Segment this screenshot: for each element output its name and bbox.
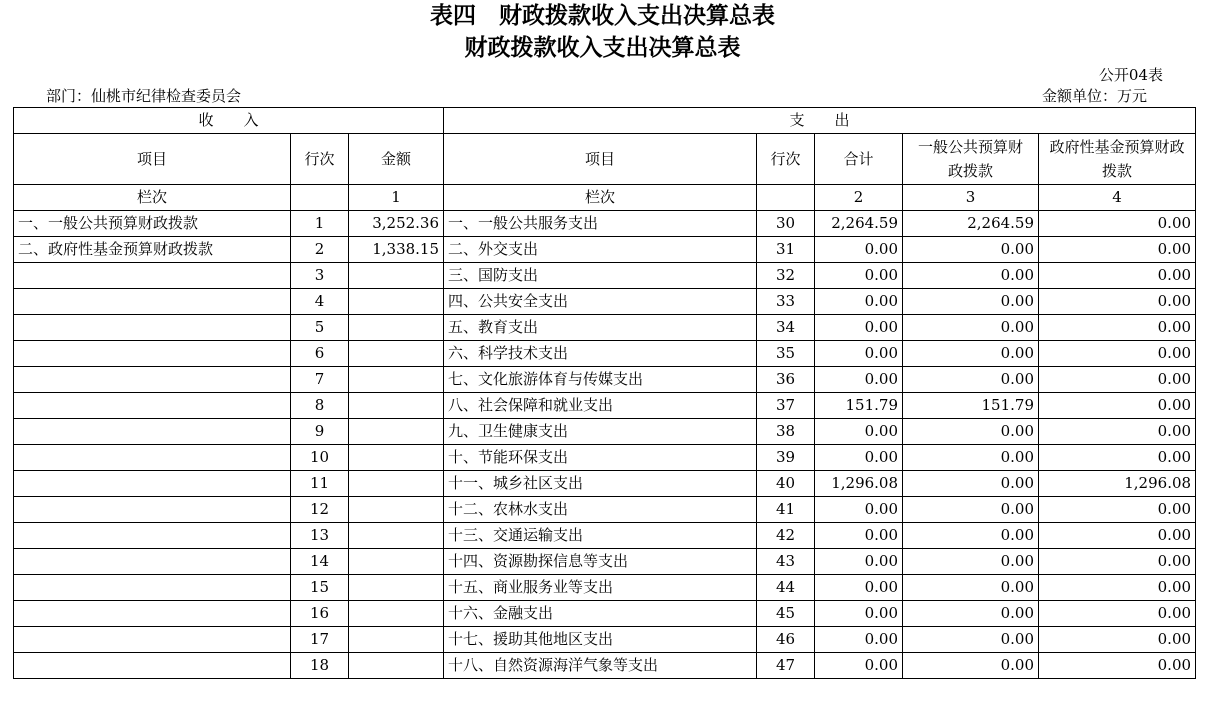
income-amount-cell xyxy=(349,289,444,315)
income-row-no-cell: 7 xyxy=(291,367,349,393)
total-cell: 2,264.59 xyxy=(815,211,903,237)
expense-item-cell: 八、社会保障和就业支出 xyxy=(444,393,757,419)
expense-row-no-cell: 38 xyxy=(757,419,815,445)
total-cell: 0.00 xyxy=(815,237,903,263)
total-cell: 0.00 xyxy=(815,341,903,367)
expense-item-cell: 四、公共安全支出 xyxy=(444,289,757,315)
table-row xyxy=(14,471,1196,497)
income-item-cell xyxy=(14,341,291,367)
total-cell: 0.00 xyxy=(815,575,903,601)
income-item-header: 项目 xyxy=(14,134,291,185)
expense-row-no-cell: 34 xyxy=(757,315,815,341)
expense-item-cell: 十、节能环保支出 xyxy=(444,445,757,471)
expense-row-no-cell: 32 xyxy=(757,263,815,289)
income-row-no-cell: 13 xyxy=(291,523,349,549)
income-item-cell xyxy=(14,523,291,549)
expense-item-cell: 七、文化旅游体育与传媒支出 xyxy=(444,367,757,393)
income-row-no-cell: 17 xyxy=(291,627,349,653)
income-item-cell xyxy=(14,575,291,601)
general-budget-cell: 2,264.59 xyxy=(903,211,1039,237)
expense-row-no-cell: 31 xyxy=(757,237,815,263)
gov-fund-cell: 0.00 xyxy=(1039,211,1196,237)
total-cell: 0.00 xyxy=(815,289,903,315)
income-amount-cell xyxy=(349,549,444,575)
expense-row-no-cell: 39 xyxy=(757,445,815,471)
income-amount-cell: 3,252.36 xyxy=(349,211,444,237)
income-row-no-cell: 3 xyxy=(291,263,349,289)
expense-row-no-cell: 40 xyxy=(757,471,815,497)
general-budget-cell: 0.00 xyxy=(903,575,1039,601)
table-row xyxy=(14,367,1196,393)
expense-row-no-header: 行次 xyxy=(757,134,815,185)
income-row-no-cell: 10 xyxy=(291,445,349,471)
gov-fund-cell: 0.00 xyxy=(1039,367,1196,393)
income-row-no-cell: 9 xyxy=(291,419,349,445)
income-amount-cell xyxy=(349,627,444,653)
income-item-cell: 二、政府性基金预算财政拨款 xyxy=(14,237,291,263)
table-row xyxy=(14,445,1196,471)
table-row xyxy=(14,575,1196,601)
gov-fund-cell: 0.00 xyxy=(1039,627,1196,653)
table-row xyxy=(14,419,1196,445)
expense-item-cell: 一、一般公共服务支出 xyxy=(444,211,757,237)
expense-item-cell: 十四、资源勘探信息等支出 xyxy=(444,549,757,575)
income-row-no-cell: 1 xyxy=(291,211,349,237)
expense-item-cell: 十六、金融支出 xyxy=(444,601,757,627)
expense-item-cell: 十八、自然资源海洋气象等支出 xyxy=(444,653,757,679)
gov-fund-cell: 0.00 xyxy=(1039,419,1196,445)
income-item-cell xyxy=(14,471,291,497)
department-label: 部门：仙桃市纪律检查委员会 xyxy=(46,87,242,105)
column-number-2: 2 xyxy=(815,185,903,211)
income-item-cell xyxy=(14,393,291,419)
income-row-no-cell: 11 xyxy=(291,471,349,497)
total-cell: 0.00 xyxy=(815,419,903,445)
income-item-cell xyxy=(14,627,291,653)
income-row-no-cell: 8 xyxy=(291,393,349,419)
general-budget-cell: 0.00 xyxy=(903,601,1039,627)
total-cell: 0.00 xyxy=(815,315,903,341)
table-row xyxy=(14,549,1196,575)
income-row-no-cell: 5 xyxy=(291,315,349,341)
income-amount-cell xyxy=(349,263,444,289)
income-group-header: 收 入 xyxy=(14,108,444,134)
income-amount-cell xyxy=(349,341,444,367)
general-budget-cell: 0.00 xyxy=(903,263,1039,289)
gov-fund-cell: 0.00 xyxy=(1039,445,1196,471)
form-number: 公开04表 xyxy=(1098,66,1163,84)
expense-item-cell: 五、教育支出 xyxy=(444,315,757,341)
amount-unit-label: 金额单位：万元 xyxy=(1041,87,1147,105)
table-row xyxy=(14,497,1196,523)
income-row-no-cell: 18 xyxy=(291,653,349,679)
expense-row-no-cell: 43 xyxy=(757,549,815,575)
total-cell: 0.00 xyxy=(815,653,903,679)
income-amount-cell xyxy=(349,523,444,549)
income-amount-cell xyxy=(349,393,444,419)
total-cell: 0.00 xyxy=(815,445,903,471)
expense-group-header: 支 出 xyxy=(444,108,1196,134)
general-budget-cell: 0.00 xyxy=(903,523,1039,549)
expense-item-cell: 十一、城乡社区支出 xyxy=(444,471,757,497)
total-cell: 0.00 xyxy=(815,627,903,653)
income-amount-cell xyxy=(349,315,444,341)
total-cell: 151.79 xyxy=(815,393,903,419)
expense-item-cell: 十二、农林水支出 xyxy=(444,497,757,523)
general-budget-cell: 0.00 xyxy=(903,549,1039,575)
income-amount-header: 金额 xyxy=(349,134,444,185)
income-item-cell xyxy=(14,419,291,445)
general-budget-cell: 0.00 xyxy=(903,289,1039,315)
gov-fund-cell: 0.00 xyxy=(1039,393,1196,419)
income-amount-cell: 1,338.15 xyxy=(349,237,444,263)
income-amount-cell xyxy=(349,601,444,627)
gov-fund-cell: 0.00 xyxy=(1039,601,1196,627)
gov-fund-cell: 0.00 xyxy=(1039,341,1196,367)
general-budget-cell: 0.00 xyxy=(903,653,1039,679)
total-cell: 0.00 xyxy=(815,263,903,289)
expense-item-header: 项目 xyxy=(444,134,757,185)
column-label-left: 栏次 xyxy=(14,185,291,211)
income-item-cell: 一、一般公共预算财政拨款 xyxy=(14,211,291,237)
page-title: 表四 财政拨款收入支出决算总表 xyxy=(430,3,775,29)
income-amount-cell xyxy=(349,653,444,679)
general-budget-cell: 0.00 xyxy=(903,445,1039,471)
expense-row-no-cell: 47 xyxy=(757,653,815,679)
gov-fund-cell: 1,296.08 xyxy=(1039,471,1196,497)
general-budget-cell: 0.00 xyxy=(903,315,1039,341)
column-number-3: 3 xyxy=(903,185,1039,211)
expense-item-cell: 十五、商业服务业等支出 xyxy=(444,575,757,601)
expense-row-no-cell: 36 xyxy=(757,367,815,393)
total-cell: 0.00 xyxy=(815,549,903,575)
income-row-no-cell: 14 xyxy=(291,549,349,575)
column-blank xyxy=(291,185,349,211)
income-amount-cell xyxy=(349,445,444,471)
column-number-4: 4 xyxy=(1039,185,1196,211)
table-row xyxy=(14,341,1196,367)
income-item-cell xyxy=(14,549,291,575)
expense-item-cell: 十三、交通运输支出 xyxy=(444,523,757,549)
column-number-1: 1 xyxy=(349,185,444,211)
expense-row-no-cell: 46 xyxy=(757,627,815,653)
gov-fund-header: 政府性基金预算财政拨款 xyxy=(1039,134,1196,185)
expense-row-no-cell: 41 xyxy=(757,497,815,523)
gov-fund-cell: 0.00 xyxy=(1039,315,1196,341)
gov-fund-cell: 0.00 xyxy=(1039,237,1196,263)
expense-item-cell: 十七、援助其他地区支出 xyxy=(444,627,757,653)
gov-fund-cell: 0.00 xyxy=(1039,263,1196,289)
table-row xyxy=(14,263,1196,289)
total-cell: 0.00 xyxy=(815,367,903,393)
expense-item-cell: 九、卫生健康支出 xyxy=(444,419,757,445)
income-item-cell xyxy=(14,497,291,523)
income-row-no-cell: 15 xyxy=(291,575,349,601)
income-item-cell xyxy=(14,263,291,289)
table-subtitle: 财政拨款收入支出决算总表 xyxy=(464,35,741,61)
table-row xyxy=(14,237,1196,263)
gov-fund-cell: 0.00 xyxy=(1039,289,1196,315)
expense-row-no-cell: 30 xyxy=(757,211,815,237)
total-header: 合计 xyxy=(815,134,903,185)
income-item-cell xyxy=(14,367,291,393)
expense-row-no-cell: 37 xyxy=(757,393,815,419)
table-row xyxy=(14,289,1196,315)
income-item-cell xyxy=(14,653,291,679)
general-budget-cell: 0.00 xyxy=(903,341,1039,367)
income-amount-cell xyxy=(349,367,444,393)
income-row-no-cell: 6 xyxy=(291,341,349,367)
budget-table xyxy=(13,107,1196,679)
general-budget-cell: 0.00 xyxy=(903,627,1039,653)
general-budget-cell: 0.00 xyxy=(903,419,1039,445)
table-row xyxy=(14,393,1196,419)
income-row-no-cell: 16 xyxy=(291,601,349,627)
table-row xyxy=(14,627,1196,653)
gov-fund-cell: 0.00 xyxy=(1039,653,1196,679)
income-item-cell xyxy=(14,601,291,627)
gov-fund-cell: 0.00 xyxy=(1039,523,1196,549)
gov-fund-cell: 0.00 xyxy=(1039,575,1196,601)
general-budget-cell: 0.00 xyxy=(903,497,1039,523)
total-cell: 0.00 xyxy=(815,601,903,627)
total-cell: 0.00 xyxy=(815,497,903,523)
expense-row-no-cell: 45 xyxy=(757,601,815,627)
income-item-cell xyxy=(14,445,291,471)
column-label-right: 栏次 xyxy=(444,185,757,211)
expense-row-no-cell: 33 xyxy=(757,289,815,315)
table-row xyxy=(14,653,1196,679)
expense-item-cell: 二、外交支出 xyxy=(444,237,757,263)
table-row xyxy=(14,601,1196,627)
income-row-no-cell: 4 xyxy=(291,289,349,315)
income-amount-cell xyxy=(349,471,444,497)
table-row xyxy=(14,211,1196,237)
expense-row-no-cell: 42 xyxy=(757,523,815,549)
table-row xyxy=(14,523,1196,549)
column-blank xyxy=(757,185,815,211)
general-budget-cell: 0.00 xyxy=(903,237,1039,263)
income-item-cell xyxy=(14,289,291,315)
income-row-no-header: 行次 xyxy=(291,134,349,185)
general-budget-cell: 0.00 xyxy=(903,367,1039,393)
gov-fund-cell: 0.00 xyxy=(1039,497,1196,523)
expense-item-cell: 六、科学技术支出 xyxy=(444,341,757,367)
total-cell: 1,296.08 xyxy=(815,471,903,497)
expense-row-no-cell: 35 xyxy=(757,341,815,367)
gov-fund-cell: 0.00 xyxy=(1039,549,1196,575)
income-row-no-cell: 2 xyxy=(291,237,349,263)
total-cell: 0.00 xyxy=(815,523,903,549)
general-budget-header: 一般公共预算财政拨款 xyxy=(903,134,1039,185)
income-amount-cell xyxy=(349,497,444,523)
income-item-cell xyxy=(14,315,291,341)
general-budget-cell: 0.00 xyxy=(903,471,1039,497)
income-amount-cell xyxy=(349,575,444,601)
expense-row-no-cell: 44 xyxy=(757,575,815,601)
income-row-no-cell: 12 xyxy=(291,497,349,523)
general-budget-cell: 151.79 xyxy=(903,393,1039,419)
income-amount-cell xyxy=(349,419,444,445)
table-row xyxy=(14,315,1196,341)
expense-item-cell: 三、国防支出 xyxy=(444,263,757,289)
